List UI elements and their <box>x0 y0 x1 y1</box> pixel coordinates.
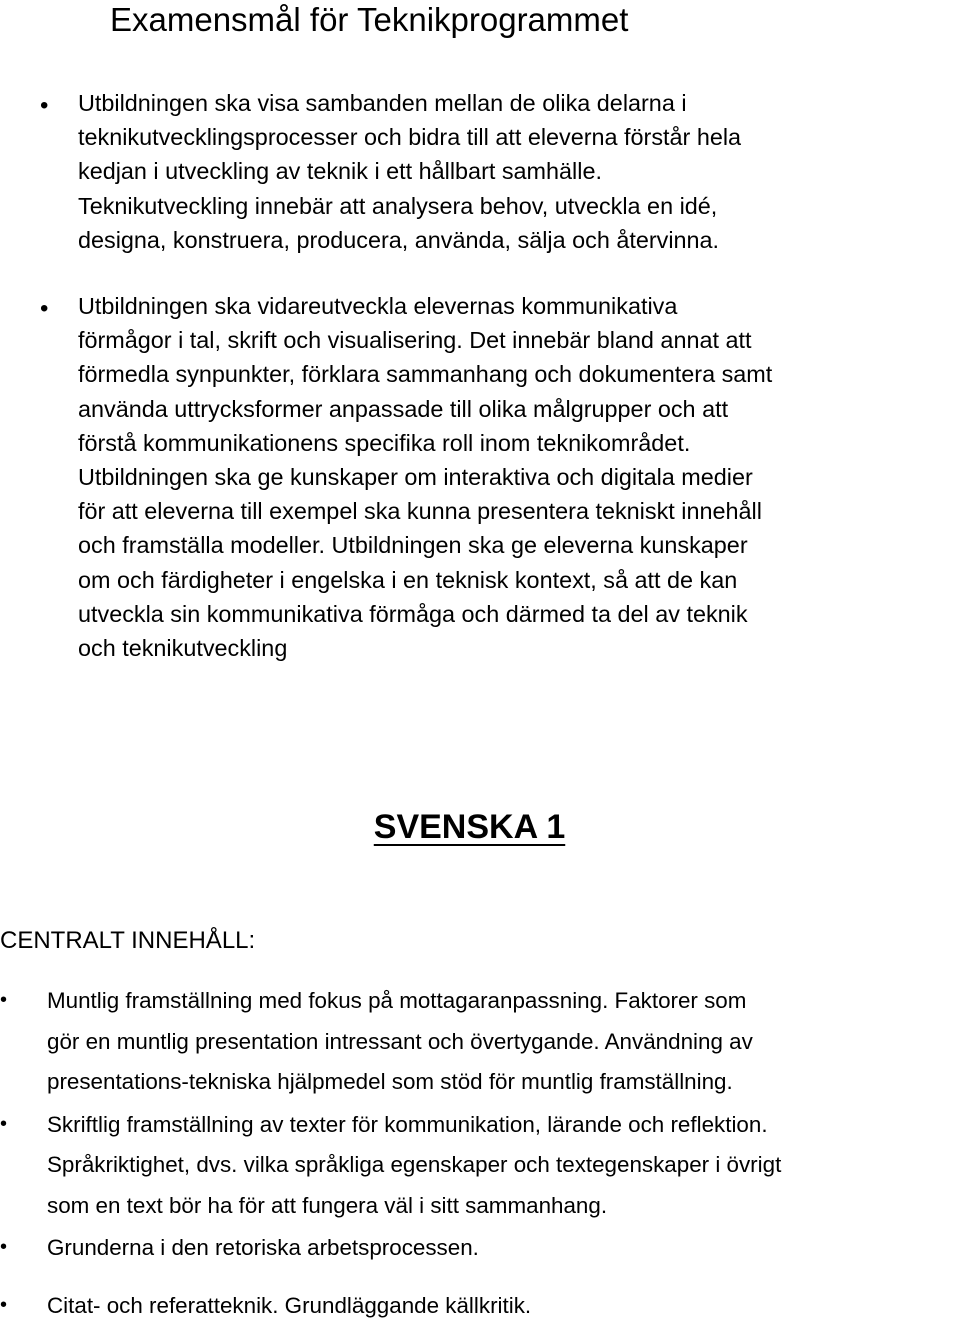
bullet-icon: • <box>40 297 48 321</box>
bullet-icon: • <box>0 1237 7 1257</box>
bullet-icon: • <box>0 990 7 1010</box>
bullet-icon: • <box>40 94 48 118</box>
content-item <box>0 1228 960 1269</box>
goal-line: om och färdigheter i engelska i en teknisk kontext, så att de kan <box>78 563 960 597</box>
content-item <box>0 1286 960 1326</box>
goal-line: Utbildningen ska ge kunskaper om interaktiva och digitala medier <box>78 460 960 494</box>
content-line: Grunderna i den retoriska arbetsprocessen. <box>47 1228 960 1269</box>
goal-line: och teknikutveckling <box>78 631 960 665</box>
goal-item <box>0 289 960 665</box>
goal-line: förmedla synpunkter, förklara sammanhang och dokumentera samt <box>78 357 960 391</box>
bullet-icon: • <box>0 1114 7 1134</box>
content-item <box>0 1105 960 1227</box>
content-line: Skriftlig framställning av texter för kommunikation, lärande och reflektion. <box>47 1105 960 1146</box>
goal-item <box>0 86 960 257</box>
content-line: presentations-tekniska hjälpmedel som stöd för muntlig framställning. <box>47 1062 960 1103</box>
goal-line: och framställa modeller. Utbildningen ska ge eleverna kunskaper <box>78 528 960 562</box>
subject-heading <box>0 806 935 848</box>
goal-line: utveckla sin kommunikativa förmåga och därmed ta del av teknik <box>78 597 960 631</box>
goal-line: kedjan i utveckling av teknik i ett hållbart samhälle. <box>78 154 960 188</box>
subject-heading-text: SVENSKA 1 <box>370 808 565 846</box>
goal-line: Utbildningen ska vidareutveckla elevernas kommunikativa <box>78 289 960 323</box>
goal-line: använda uttrycksformer anpassade till olika målgrupper och att <box>78 392 960 426</box>
bullet-icon: • <box>0 1295 7 1315</box>
goal-line: designa, konstruera, producera, använda, sälja och återvinna. <box>78 223 960 257</box>
goal-line: Teknikutveckling innebär att analysera behov, utveckla en idé, <box>78 189 960 223</box>
content-item <box>0 981 960 1103</box>
content-line: som en text bör ha för att fungera väl i sitt sammanhang. <box>47 1186 960 1227</box>
goal-line: förmågor i tal, skrift och visualisering. Det innebär bland annat att <box>78 323 960 357</box>
content-list <box>0 981 960 1326</box>
goal-line: för att eleverna till exempel ska kunna presentera tekniskt innehåll <box>78 494 960 528</box>
goal-line: teknikutvecklingsprocesser och bidra till att eleverna förstår hela <box>78 120 960 154</box>
page-title: Examensmål för Teknikprogrammet <box>110 0 628 40</box>
goal-line: förstå kommunikationens specifika roll inom teknikområdet. <box>78 426 960 460</box>
section-heading: CENTRALT INNEHÅLL: <box>0 924 255 958</box>
content-line: Språkriktighet, dvs. vilka språkliga egenskaper och textegenskaper i övrigt <box>47 1145 960 1186</box>
goal-list <box>0 86 960 665</box>
content-line: Muntlig framställning med fokus på mottagaranpassning. Faktorer som <box>47 981 960 1022</box>
content-line: Citat- och referatteknik. Grundläggande källkritik. <box>47 1286 960 1326</box>
goal-line: Utbildningen ska visa sambanden mellan de olika delarna i <box>78 86 960 120</box>
content-line: gör en muntlig presentation intressant och övertygande. Användning av <box>47 1022 960 1063</box>
